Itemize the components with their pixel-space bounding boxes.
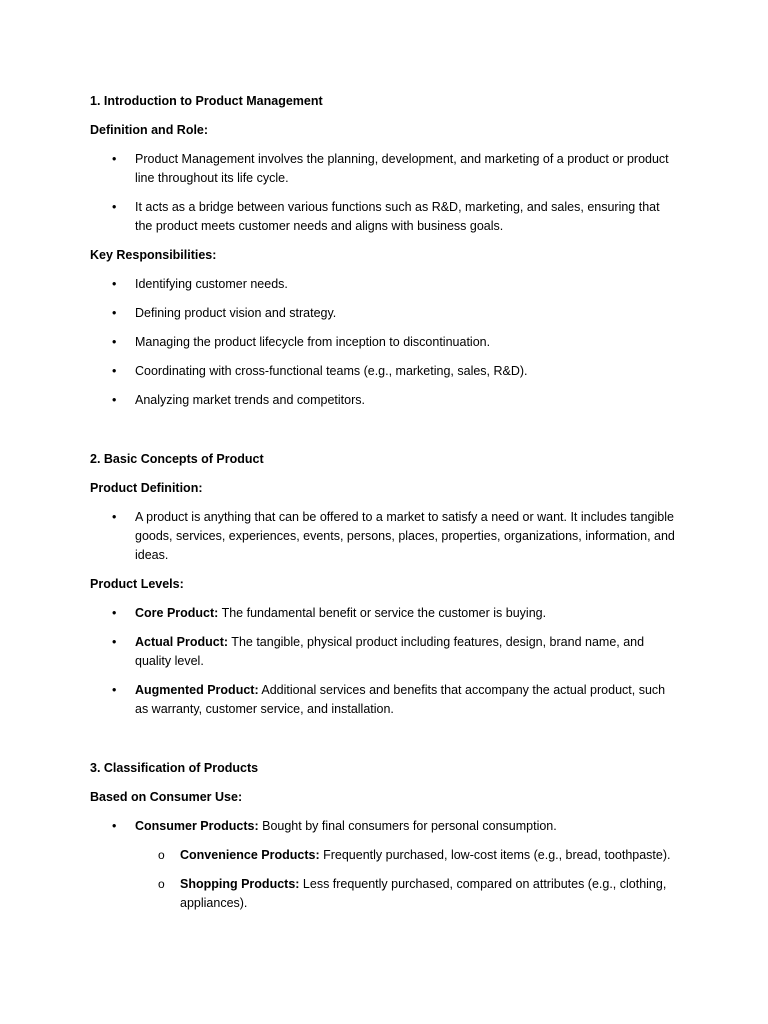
list-item-text: Less frequently purchased, compared on attributes (e.g., clothing, appliances). <box>180 877 667 910</box>
bullet-icon: • <box>112 152 117 166</box>
list-item-term: Core Product: <box>135 606 219 620</box>
list-item-text: It acts as a bridge between various functions such as R&D, marketing, and sales, ensuring that the product meets customer needs and aligns with business goals. <box>135 200 660 233</box>
list-item <box>90 817 680 913</box>
bullet-list <box>90 150 680 236</box>
list-item <box>90 304 680 323</box>
list-item-text: Identifying customer needs. <box>135 277 288 291</box>
list-item <box>90 508 680 565</box>
bullet-icon: • <box>112 393 117 407</box>
list-item-text: A product is anything that can be offered to a market to satisfy a need or want. It includes tangible goods, services, experiences, events, persons, places, properties, organizations, information, and ideas. <box>135 510 675 562</box>
list-item-text: Bought by final consumers for personal consumption. <box>258 819 557 833</box>
subheading-key-responsibilities: Key Responsibilities: <box>90 248 217 262</box>
list-item-text: Managing the product lifecycle from inception to discontinuation. <box>135 335 491 349</box>
section-heading: 2. Basic Concepts of Product <box>90 452 264 466</box>
list-item-text: The fundamental benefit or service the customer is buying. <box>218 606 547 620</box>
circle-bullet-icon: o <box>158 848 165 862</box>
bullet-icon: • <box>112 510 117 524</box>
list-item-text: Product Management involves the planning, development, and marketing of a product or product line throughout its life cycle. <box>135 152 669 185</box>
subheading-definition-role: Definition and Role: <box>90 123 209 137</box>
section-introduction <box>90 92 680 410</box>
list-item <box>90 391 680 410</box>
sub-list-item <box>135 875 680 913</box>
list-item-text: Frequently purchased, low-cost items (e.g., bread, toothpaste). <box>319 848 671 862</box>
list-item-text: Coordinating with cross-functional teams (e.g., marketing, sales, R&D). <box>135 364 528 378</box>
section-basic-concepts <box>90 450 680 719</box>
bullet-icon: • <box>112 819 117 833</box>
list-item <box>90 604 680 623</box>
list-item <box>90 681 680 719</box>
bullet-list <box>90 817 680 913</box>
list-item <box>90 150 680 188</box>
sub-list-item <box>135 846 680 865</box>
circle-bullet-icon: o <box>158 877 165 891</box>
list-item <box>90 633 680 671</box>
list-item <box>90 362 680 381</box>
bullet-list <box>90 604 680 719</box>
list-item-text: The tangible, physical product including features, design, brand name, and quality level. <box>135 635 645 668</box>
subheading-consumer-use: Based on Consumer Use: <box>90 790 243 804</box>
bullet-list <box>90 275 680 410</box>
list-item-term: Convenience Products: <box>180 848 320 862</box>
section-classification <box>90 759 680 913</box>
list-item-text: Defining product vision and strategy. <box>135 306 337 320</box>
section-heading: 1. Introduction to Product Management <box>90 94 323 108</box>
subheading-product-definition: Product Definition: <box>90 481 203 495</box>
bullet-icon: • <box>112 683 117 697</box>
list-item-text: Additional services and benefits that accompany the actual product, such as warranty, customer service, and installation. <box>135 683 666 716</box>
list-item-term: Augmented Product: <box>135 683 259 697</box>
bullet-icon: • <box>112 606 117 620</box>
list-item <box>90 333 680 352</box>
bullet-icon: • <box>112 364 117 378</box>
bullet-icon: • <box>112 635 117 649</box>
sub-bullet-list <box>135 846 680 913</box>
list-item <box>90 275 680 294</box>
bullet-icon: • <box>112 200 117 214</box>
bullet-icon: • <box>112 306 117 320</box>
list-item-text: Analyzing market trends and competitors. <box>135 393 365 407</box>
section-heading: 3. Classification of Products <box>90 761 259 775</box>
bullet-list <box>90 508 680 565</box>
list-item-term: Shopping Products: <box>180 877 300 891</box>
list-item <box>90 198 680 236</box>
bullet-icon: • <box>112 277 117 291</box>
list-item-term: Consumer Products: <box>135 819 259 833</box>
bullet-icon: • <box>112 335 117 349</box>
document-page <box>90 92 680 953</box>
list-item-term: Actual Product: <box>135 635 229 649</box>
subheading-product-levels: Product Levels: <box>90 577 184 591</box>
